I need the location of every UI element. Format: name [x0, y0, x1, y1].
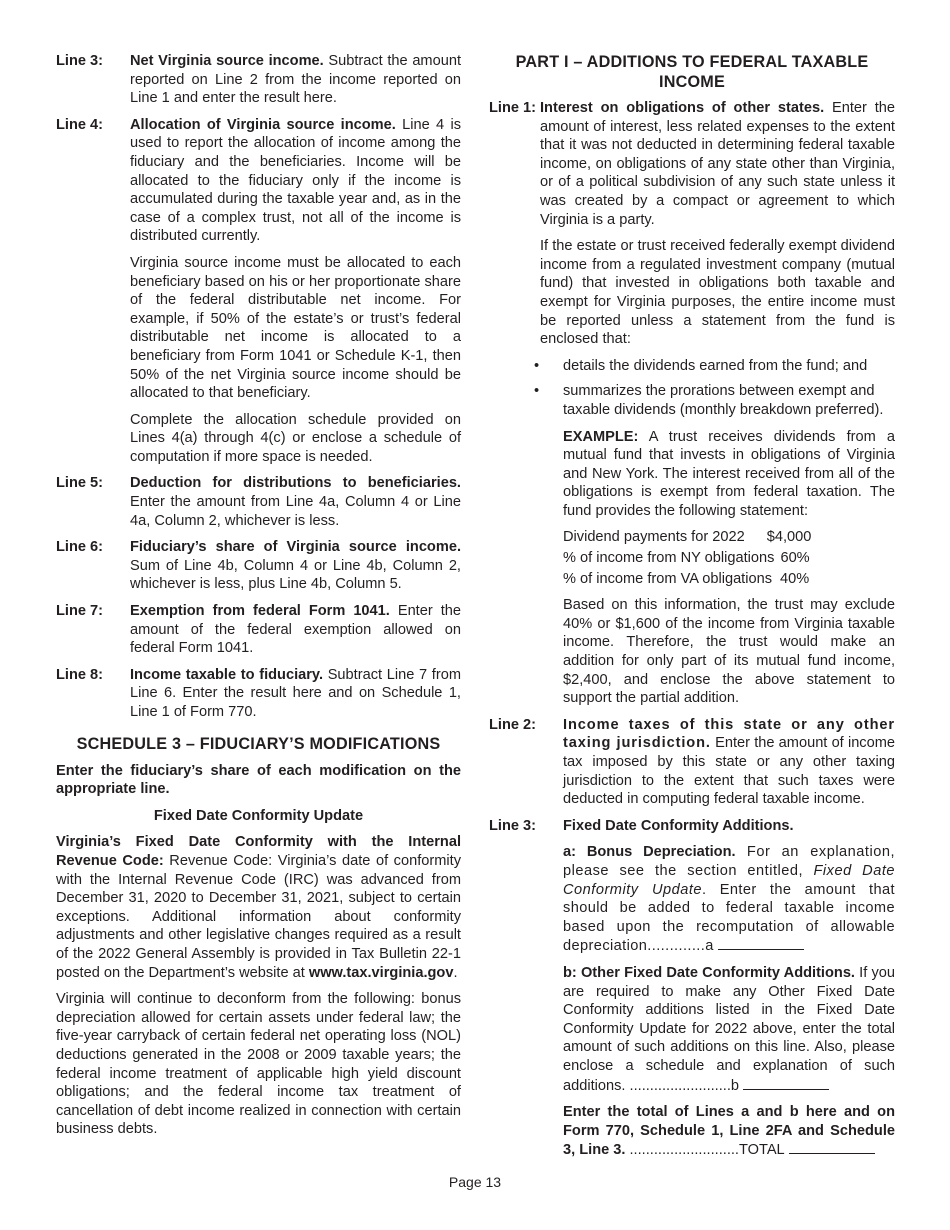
line-3b: b: Other Fixed Date Conformity Additions. If you are required to make any Other Fixed Date Conformity additions listed in the Fixed Date Conformity Update for 2022 above, enter the total amount of such additions on this line. Also, please enclose a schedule and explanation of such additions. .........................b — [563, 964, 896, 1094]
part1-line-3-entry — [489, 817, 895, 1160]
paragraph: If the estate or trust received federally exempt dividend income from a regulated investment company (mutual fund) that invested in obligations both taxable and exempt for Virginia purposes, the entire income must be reported unless a statement from the fund is enclosed that: — [540, 238, 895, 348]
page-number: Page 13 — [448, 1174, 502, 1190]
line-title: Income taxes of this state or any other taxing jurisdiction. — [563, 716, 895, 752]
statement-row: % of income from NY obligations 60% — [563, 550, 810, 567]
part1-line-1-entry — [489, 99, 895, 349]
left-column — [56, 52, 461, 1147]
line-title: Fixed Date Conformity Additions. — [563, 817, 794, 834]
line-3-total: Enter the total of Lines a and b here and on Form 770, Schedule 1, Line 2FA and Schedule 3, Line 3. ...........................TOTAL — [563, 1104, 895, 1159]
line-text: Enter the amount of interest, less related expenses to the extent that it was not deducted in determining federal taxable income, on obligations of any state other than Virginia, or of a political subdivision of any such state unless it was created by a compact or agreement to which Virginia is a party. — [540, 100, 895, 228]
line-label: Line 6: — [56, 539, 104, 556]
website-link[interactable]: www.tax.virginia.gov — [308, 964, 454, 981]
line-3a: a: Bonus Depreciation. For an explanation, please see the section entitled, Fixed Date Conformity Update. Enter the amount that should be added to federal taxable income based upon the recomputation of allowable depreciation.............a — [563, 844, 895, 955]
line-title: Net Virginia source income. — [130, 53, 324, 69]
line-7-entry — [56, 602, 461, 658]
schedule-3-heading: SCHEDULE 3 – FIDUCIARY’S MODIFICATIONS — [76, 734, 441, 753]
right-column — [489, 52, 895, 1168]
line-label: Line 5: — [56, 475, 104, 492]
line-title: Allocation of Virginia source income. — [130, 116, 396, 133]
line-text: Subtract Line 7 from Line 6. Enter the result here and on Schedule 1, Line 1 of Form 770. — [130, 666, 461, 720]
line-5-entry — [56, 474, 461, 530]
bullet-icon: • — [534, 357, 540, 374]
line-6-entry — [56, 538, 461, 594]
line-text: Subtract the amount reported on Line 2 from the income reported on Line 1 and enter the result here. — [130, 53, 461, 107]
line-4-entry — [56, 116, 461, 467]
line-title: Interest on obligations of other states. — [540, 100, 825, 116]
line-title: Exemption from federal Form 1041. — [130, 603, 390, 620]
list-item: • details the dividends earned from the fund; and — [489, 357, 895, 376]
paragraph: Complete the allocation schedule provided on Lines 4(a) through 4(c) or enclose a schedule of computation if more space is needed. — [130, 411, 461, 465]
conformity-paragraph: Virginia’s Fixed Date Conformity with the Internal Revenue Code: Revenue Code: Virginia’s date of conformity with the Internal Revenue Code (IRC) was advanced from December 31, 2020 to December 31, 2021, subject to certain exceptions. Additional information about conformity adjustments and other legislative changes required as a result of the 2022 General Assembly is provided in Tax Bulletin 22-1 posted on the Department’s website at www.tax.virginia.gov. — [56, 834, 461, 981]
statement-row: % of income from VA obligations 40% — [563, 570, 810, 587]
line-label: Line 8: — [56, 666, 104, 683]
list-item: • summarizes the prorations between exempt and taxable dividends (monthly breakdown preferred). — [489, 382, 895, 419]
line-label: Line 4: — [56, 116, 104, 133]
line-text: Enter the amount of the federal exemption allowed on federal Form 1041. — [130, 603, 461, 657]
conformity-title: Virginia’s Fixed Date Conformity with the Internal Revenue Code: — [56, 834, 461, 869]
line-3-total-amount-field[interactable] — [789, 1140, 875, 1154]
statement-row: Dividend payments for 2022 $4,000 — [563, 529, 812, 546]
line-label: Line 2: — [489, 716, 537, 733]
statement-table — [563, 528, 895, 588]
line-text: Enter the amount of income tax imposed by this state or any other taxing jurisdiction to the extent that such taxes were deducted in computing federal taxable income. — [563, 735, 895, 808]
schedule-3-instruction: Enter the fiduciary’s share of each modification on the appropriate line. — [56, 762, 461, 798]
part1-line-2-entry — [489, 716, 895, 809]
line-label: Line 1: — [489, 100, 537, 116]
example-label: EXAMPLE: — [563, 428, 639, 445]
part-1-heading: PART I – ADDITIONS TO FEDERAL TAXABLE INCOME — [515, 53, 869, 91]
deconform-paragraph: Virginia will continue to deconform from the following: bonus depreciation allowed for certain assets under federal law; the five-year carryback of certain federal net operating loss (NOL) deductions generated in the 2008 or 2009 taxable years; the federal income treatment of applicable high yield discount obligations; and the federal income tax treatment of cancellation of debt income realized in connection with certain business debts. — [56, 991, 461, 1138]
line-title: Fiduciary’s share of Virginia source income. — [130, 539, 461, 556]
fixed-date-conformity-subheading: Fixed Date Conformity Update — [153, 807, 364, 824]
bullet-list — [489, 357, 895, 420]
line-label: Line 7: — [56, 603, 104, 620]
line-3a-amount-field[interactable] — [718, 936, 804, 950]
line-3b-amount-field[interactable] — [743, 1076, 829, 1090]
line-8-entry — [56, 666, 461, 722]
example-conclusion: Based on this information, the trust may exclude 40% or $1,600 of the income from Virginia taxable income. Therefore, the trust would make an addition for only part of its mutual fund income, $2,400, and enclose the above statement to support the partial addition. — [563, 597, 895, 707]
bullet-icon: • — [534, 383, 540, 400]
line-title: Income taxable to fiduciary. — [130, 666, 324, 683]
line-text: Sum of Line 4b, Column 4 or Line 4b, Column 2, whichever is less, plus Line 4b, Column 5. — [130, 557, 461, 593]
paragraph: Virginia source income must be allocated to each beneficiary based on his or her proportionate share of the federal distributable net income. For example, if 50% of the estate’s or trust’s federal distributable net income is allocated to a beneficiary from Form 1041 or Schedule K-1, then 50% of the net Virginia source income should be allocated to that beneficiary. — [130, 254, 461, 402]
line-label: Line 3: — [56, 53, 104, 69]
line-text: Line 4 is used to report the allocation of income among the fiduciary and the beneficiaries. Income will be allocated to the fiduciary only if the income is accumulated during the taxable year and, as in the case of a complex trust, not all of the income is distributed currently. — [130, 116, 461, 245]
example-block: EXAMPLE: A trust receives dividends from a mutual fund that invests in obligations of Virginia and New York. The interest received from all of the obligations is exempt from federal taxation. The fund provides the following statement: Dividend payments for 2022 $4,000 % of income from NY obligations 60% % of income from VA obligations 40% Based on this information, the trust may exclude 40% or $1,600 of the income from Virginia taxable income. Therefore, the trust would make an addition for only part of its mutual fund income, $2,400, and enclose the above statement to support the partial addition. — [563, 428, 895, 707]
line-text: Enter the amount from Line 4a, Column 4 or Line 4a, Column 2, whichever is less. — [130, 494, 461, 529]
line-3-entry — [56, 52, 461, 108]
line-label: Line 3: — [489, 817, 537, 834]
line-title: Deduction for distributions to beneficiaries. — [130, 475, 461, 492]
